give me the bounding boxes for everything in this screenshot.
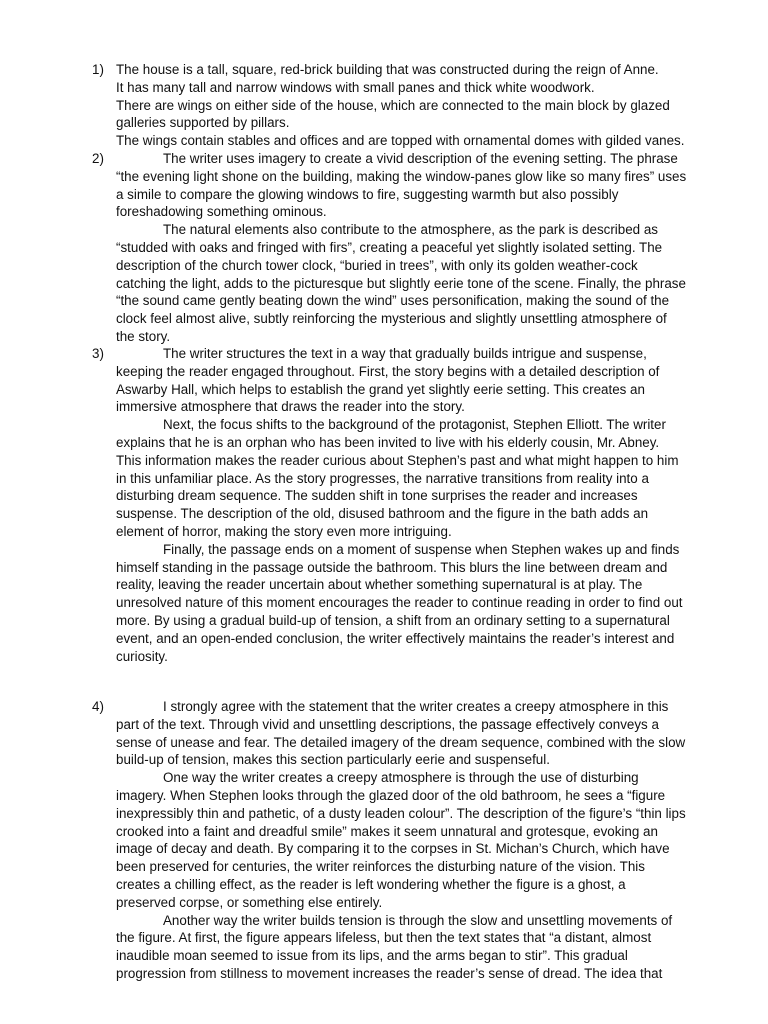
text-line: I strongly agree with the statement that the writer creates a creepy atmosphere in this bbox=[163, 699, 669, 714]
text-line: Another way the writer builds tension is through the slow and unsettling movements of bbox=[163, 912, 673, 928]
text-line: event, and an open-ended conclusion, the writer effectively maintains the reader’s interest and bbox=[116, 630, 675, 646]
text-line: immersive atmosphere that draws the reader into the story. bbox=[116, 399, 465, 415]
text-line: the figure. At first, the figure appears lifeless, but then the text states that “a distant, almost bbox=[116, 930, 652, 946]
text-line: the story. bbox=[116, 328, 171, 344]
text-line: preserved corpse, or something else entirely. bbox=[116, 894, 383, 910]
text-line: build-up of tension, makes this section particularly eerie and suspenseful. bbox=[116, 752, 550, 768]
text-line: curiosity. bbox=[116, 648, 168, 664]
answer-number: 3) bbox=[92, 346, 104, 361]
text-line: suspense. The description of the old, disused bathroom and the figure in the bath adds an bbox=[116, 506, 649, 522]
text-line: imagery. When Stephen looks through the glazed door of the old bathroom, he sees a “figure bbox=[116, 787, 666, 803]
text-line: a simile to compare the glowing windows to fire, suggesting warmth but also possibly bbox=[116, 186, 619, 202]
text-line: The house is a tall, square, red-brick building that was constructed during the reign of Anne. bbox=[116, 62, 659, 77]
text-line: creates a chilling effect, as the reader is left wondering whether the figure is a ghost, a bbox=[116, 876, 626, 892]
text-line: There are wings on either side of the house, which are connected to the main block by glazed bbox=[116, 97, 670, 113]
answer-number: 4) bbox=[92, 699, 104, 714]
text-line: One way the writer creates a creepy atmosphere is through the use of disturbing bbox=[163, 770, 639, 786]
text-line: image of decay and death. By comparing it to the corpses in St. Michan’s Church, which have bbox=[116, 841, 670, 857]
text-line: This information makes the reader curious about Stephen’s past and what might happen to him bbox=[116, 452, 679, 468]
answer-1-body bbox=[116, 61, 726, 150]
answer-2-body bbox=[116, 150, 726, 346]
text-line: catching the light, adds to the picturesque but slightly eerie tone of the scene. Finally, the phrase bbox=[116, 275, 686, 291]
text-line: “the sound came gently beating down the wind” uses personification, making the sound of the bbox=[116, 293, 670, 309]
text-line: sense of unease and fear. The detailed imagery of the dream sequence, combined with the slow bbox=[116, 734, 686, 750]
text-line: element of horror, making the story even more intriguing. bbox=[116, 523, 452, 539]
text-line: The wings contain stables and offices and are topped with ornamental domes with gilded vanes. bbox=[116, 133, 685, 149]
text-line: been preserved for centuries, the writer reinforces the disturbing nature of the vision. This bbox=[116, 859, 645, 875]
text-line: The writer structures the text in a way that gradually builds intrigue and suspense, bbox=[163, 346, 647, 361]
text-line: galleries supported by pillars. bbox=[116, 115, 290, 131]
text-line: “studded with oaks and fringed with firs”, creating a peaceful yet slightly isolated setting. The bbox=[116, 239, 663, 255]
text-line: progression from stillness to movement increases the reader’s sense of dread. The idea that bbox=[116, 965, 663, 981]
text-line: “the evening light shone on the building, making the window-panes glow like so many fires” uses bbox=[116, 168, 687, 184]
text-line: himself standing in the passage outside the bathroom. This blurs the line between dream and bbox=[116, 559, 668, 575]
text-line: more. By using a gradual build-up of tension, a shift from an ordinary setting to a supernatural bbox=[116, 612, 670, 628]
text-line: description of the church tower clock, “buried in trees”, with only its golden weather-cock bbox=[116, 257, 638, 273]
text-line: unresolved nature of this moment encourages the reader to continue reading in order to find out bbox=[116, 595, 683, 611]
text-line: part of the text. Through vivid and unsettling descriptions, the passage effectively conveys a bbox=[116, 716, 659, 732]
text-line: The natural elements also contribute to the atmosphere, as the park is described as bbox=[163, 222, 658, 238]
answer-number: 2) bbox=[92, 151, 104, 166]
text-line: It has many tall and narrow windows with small panes and thick white woodwork. bbox=[116, 79, 595, 95]
text-line: crooked into a faint and dreadful smile” makes it seem unnatural and grotesque, evoking an bbox=[116, 823, 658, 839]
answer-4-body bbox=[116, 698, 726, 983]
text-line: Next, the focus shifts to the background of the protagonist, Stephen Elliott. The writer bbox=[163, 417, 666, 433]
text-line: The writer uses imagery to create a vivid description of the evening setting. The phrase bbox=[163, 151, 678, 166]
text-line: inexpressibly thin and pathetic, of a dusty leaden colour”. The description of the figure’s “thin lips bbox=[116, 805, 686, 821]
text-line: disturbing dream sequence. The sudden shift in tone surprises the reader and increases bbox=[116, 488, 638, 504]
text-line: in this unfamiliar place. As the story progresses, the narrative transitions from reality into a bbox=[116, 470, 649, 486]
text-line: explains that he is an orphan who has been invited to live with his elderly cousin, Mr. Abney. bbox=[116, 434, 660, 450]
text-line: keeping the reader engaged throughout. First, the story begins with a detailed description of bbox=[116, 363, 660, 379]
text-line: clock feel almost alive, subtly reinforcing the mysterious and slightly unsettling atmosphere of bbox=[116, 311, 667, 327]
answer-3-body bbox=[116, 345, 726, 665]
text-line: Finally, the passage ends on a moment of suspense when Stephen wakes up and finds bbox=[163, 541, 680, 557]
text-line: reality, leaving the reader uncertain about whether something supernatural is at play. The bbox=[116, 577, 643, 593]
text-line: Aswarby Hall, which helps to establish the grand yet slightly eerie setting. This creates an bbox=[116, 381, 645, 397]
text-line: foreshadowing something ominous. bbox=[116, 204, 327, 220]
text-line: inaudible moan seemed to issue from its lips, and the arms began to stir”. This gradual bbox=[116, 948, 628, 964]
answer-number: 1) bbox=[92, 62, 104, 77]
